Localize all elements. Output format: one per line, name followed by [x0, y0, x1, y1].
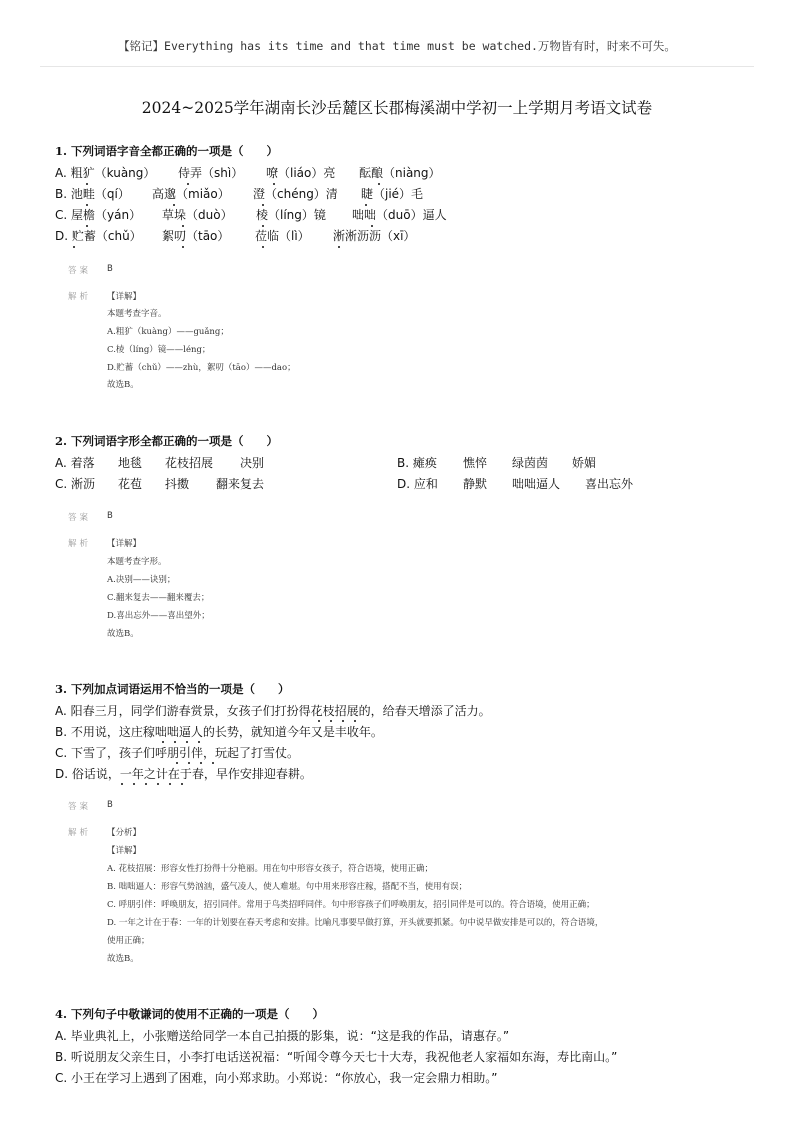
- emphasis-dot: [73, 246, 75, 248]
- question-1-answer: B: [107, 264, 113, 274]
- emphasis-dot: [181, 783, 183, 785]
- question-3-explanation-line: C. 呼朋引伴：呼唤朋友，招引同伴。常用于鸟类招呼同伴。句中形容孩子们呼唤朋友，招引同伴是可以的。符合语境，使用正确；: [107, 900, 595, 910]
- motto-header: 【铭记】Everything has its time and that time must be watched.万物皆有时，时来不可失。: [118, 39, 676, 53]
- emphasis-dot: [182, 225, 184, 227]
- question-2-explanation-line: D.喜出忘外——喜出望外；: [107, 611, 210, 621]
- emphasis-dot: [162, 741, 164, 743]
- emphasis-dot: [176, 762, 178, 764]
- emphasis-dot: [338, 246, 340, 248]
- emphasis-dot: [200, 762, 202, 764]
- emphasis-dot: [182, 246, 184, 248]
- answer-label: 答案: [68, 266, 92, 276]
- emphasis-dot: [371, 225, 373, 227]
- analysis-label: 解析: [68, 292, 92, 302]
- emphasis-dot: [330, 720, 332, 722]
- emphasis-dot: [212, 762, 214, 764]
- question-3-stem: 3. 下列加点词语运用不恰当的一项是（ ）: [55, 682, 290, 696]
- question-1-explanation-line: D.贮蓄（chǔ）——zhù，絮叨（tāo）——dao；: [107, 363, 296, 373]
- question-3-explanation-line: B. 咄咄逼人：形容气势汹汹，盛气凌人，使人难堪。句中用来形容庄稼，搭配不当，使用有误；: [107, 882, 468, 892]
- question-3-explanation-line: 【分析】: [107, 828, 142, 838]
- question-2-stem: 2. 下列词语字形全都正确的一项是（ ）: [55, 434, 279, 448]
- question-3-explanation-line: A. 花枝招展：形容女性打扮得十分艳丽。用在句中形容女孩子，符合语境，使用正确；: [107, 864, 434, 874]
- emphasis-dot: [145, 783, 147, 785]
- question-3-answer: B: [107, 800, 113, 810]
- emphasis-dot: [262, 225, 264, 227]
- emphasis-dot: [187, 183, 189, 185]
- question-2-explanation-line: A.决别——诀别；: [107, 575, 176, 585]
- question-4-option-b: B. 听说朋友父亲生日，小李打电话送祝福：“听闻令尊今天七十大寿，我祝他老人家福如东海，寿比南山。”: [55, 1050, 618, 1064]
- question-2-explanation-line: C.翻来复去——翻来覆去；: [107, 593, 210, 603]
- emphasis-dot: [121, 783, 123, 785]
- answer-label: 答案: [68, 513, 92, 523]
- analysis-label: 解析: [68, 539, 92, 549]
- emphasis-dot: [188, 762, 190, 764]
- emphasis-dot: [133, 783, 135, 785]
- emphasis-dot: [86, 204, 88, 206]
- question-3-option-b: B. 不用说，这庄稼咄咄逼人的长势，就知道今年又是丰收年。: [55, 725, 383, 739]
- emphasis-dot: [342, 720, 344, 722]
- emphasis-dot: [86, 183, 88, 185]
- emphasis-dot: [186, 741, 188, 743]
- analysis-label: 解析: [68, 828, 92, 838]
- emphasis-dot: [378, 183, 380, 185]
- emphasis-dot: [262, 246, 264, 248]
- exam-title: 2024~2025学年湖南长沙岳麓区长郡梅溪湖中学初一上学期月考语文试卷: [141, 99, 653, 117]
- question-3-explanation-line: D. 一年之计在于春：一年的计划要在春天考虑和安排。比喻凡事要早做打算，开头就要抓紧。句中说早做安排是可以的，符合语境，: [107, 918, 604, 928]
- emphasis-dot: [273, 183, 275, 185]
- question-3-option-a: A. 阳春三月，同学们游春赏景，女孩子们打扮得花枝招展的，给春天增添了活力。: [55, 704, 491, 718]
- question-4-stem: 4. 下列句子中敬谦词的使用不正确的一项是（ ）: [55, 1007, 325, 1021]
- emphasis-dot: [169, 783, 171, 785]
- question-3-explanation-line: 故选B。: [107, 954, 139, 964]
- question-2-answer: B: [107, 511, 113, 521]
- question-1-explanation-line: 本题考查字音。: [107, 309, 167, 319]
- emphasis-dot: [174, 741, 176, 743]
- emphasis-dot: [354, 720, 356, 722]
- emphasis-dot: [173, 204, 175, 206]
- question-2-explanation-line: 【详解】: [107, 539, 142, 549]
- question-3-option-d: D. 俗话说，一年之计在于春，早作安排迎春耕。: [55, 767, 312, 781]
- question-1-explanation-line: A.粗犷（kuàng）——guǎng；: [107, 327, 229, 337]
- question-3-option-c: C. 下雪了，孩子们呼朋引伴，玩起了打雪仗。: [55, 746, 300, 760]
- question-1-explanation-line: 故选B。: [107, 380, 139, 390]
- emphasis-dot: [318, 720, 320, 722]
- question-1-explanation-line: C.棱（líng）镜——léng；: [107, 345, 211, 355]
- question-2-explanation-line: 本题考查字形。: [107, 557, 167, 567]
- emphasis-dot: [198, 741, 200, 743]
- question-4-option-a: A. 毕业典礼上，小张赠送给同学一本自己拍摄的影集，说：“这是我的作品，请惠存。”: [55, 1029, 510, 1043]
- question-4-option-c: C. 小王在学习上遇到了困难，向小郑求助。小郑说：“你放心，我一定会鼎力相助。”: [55, 1071, 498, 1085]
- question-1-stem: 1. 下列词语字音全都正确的一项是（ ）: [55, 144, 279, 158]
- emphasis-dot: [157, 783, 159, 785]
- question-3-explanation-line: 使用正确；: [107, 936, 150, 946]
- question-1-explanation-line: 【详解】: [107, 292, 142, 302]
- answer-label: 答案: [68, 802, 92, 812]
- question-3-explanation-line: 【详解】: [107, 846, 142, 856]
- emphasis-dot: [86, 225, 88, 227]
- emphasis-dot: [365, 204, 367, 206]
- emphasis-dot: [262, 204, 264, 206]
- header-divider: [40, 66, 754, 67]
- question-2-explanation-line: 故选B。: [107, 629, 139, 639]
